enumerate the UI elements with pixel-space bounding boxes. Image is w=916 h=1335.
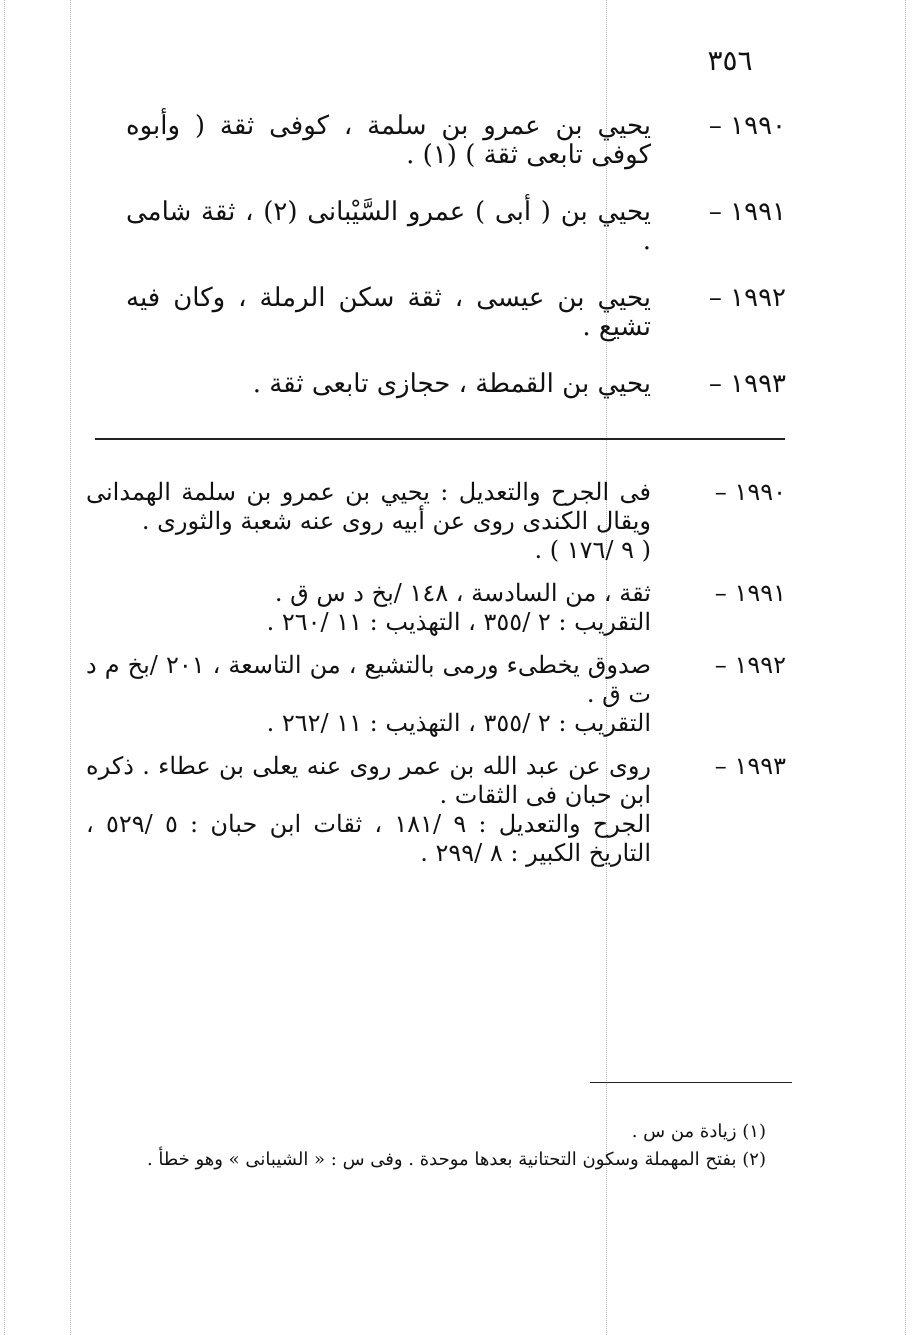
note-line: روى عن عبد الله بن عمر روى عنه يعلى بن عطاء . ذكره ابن حبان فى الثقات .	[86, 752, 651, 809]
page-number: ٣٥٦	[707, 44, 753, 77]
entry-text: يحيي بن عيسى ، ثقة سكن الرملة ، وكان فيه تشيع .	[126, 283, 651, 342]
entry-text: يحيي بن عمرو بن سلمة ، كوفى ثقة ( وأبوه كوفى تابعى ثقة ) (١) .	[126, 111, 651, 170]
note-line: ثقة ، من السادسة ، ١٤٨ /بخ د س ق .	[274, 579, 651, 607]
entry-text: يحيي بن القمطة ، حجازى تابعى ثقة .	[252, 369, 651, 399]
note-1991	[86, 579, 786, 637]
note-number: ١٩٩٢ –	[714, 651, 786, 679]
note-line: التقريب : ٢ /٣٥٥ ، التهذيب : ١١ /٢٦٢ .	[266, 709, 651, 737]
entry-1991	[126, 198, 786, 256]
footnotes	[86, 1118, 766, 1174]
entry-number: ١٩٩٣ –	[708, 369, 786, 399]
section-divider	[95, 438, 785, 440]
entry-number: ١٩٩١ –	[708, 197, 786, 227]
entry-number: ١٩٩٠ –	[708, 111, 786, 141]
scan-border-right	[905, 0, 906, 1335]
note-1990	[86, 478, 786, 565]
scan-border-left-inner	[70, 0, 71, 1335]
entry-1993	[126, 370, 786, 399]
footnote-2: (٢) بفتح المهملة وسكون التحتانية بعدها موحدة . وفى س : « الشيبانى » وهو خطأ .	[146, 1149, 766, 1170]
note-1993	[86, 752, 786, 868]
note-number: ١٩٩٠ –	[714, 478, 786, 506]
note-number: ١٩٩١ –	[714, 579, 786, 607]
main-text	[126, 112, 786, 427]
note-line: صدوق يخطىء ورمى بالتشيع ، من التاسعة ، ٢٠١ /بخ م د ت ق .	[86, 651, 651, 708]
footnote-divider	[590, 1082, 792, 1083]
note-number: ١٩٩٣ –	[714, 752, 786, 780]
note-line: فى الجرح والتعديل : يحيي بن عمرو بن سلمة الهمدانى ويقال الكندى روى عن أبيه روى عنه شعبة والثورى .	[86, 478, 651, 535]
note-line: التقريب : ٢ /٣٥٥ ، التهذيب : ١١ /٢٦٠ .	[266, 608, 651, 636]
note-line: ( ٩ /١٧٦ ) .	[534, 536, 651, 564]
notes-section	[86, 478, 786, 882]
scan-border-left	[4, 0, 5, 1335]
footnote-1: (١) زيادة من س .	[631, 1121, 766, 1142]
note-line: الجرح والتعديل : ٩ /١٨١ ، ثقات ابن حبان : ٥ /٥٢٩ ، التاريخ الكبير : ٨ /٢٩٩ .	[86, 810, 652, 867]
entry-1990	[126, 112, 786, 170]
entry-text: يحيي بن ( أبى ) عمرو السَّيْبانى (٢) ، ثقة شامى .	[126, 197, 651, 256]
entry-1992	[126, 284, 786, 342]
note-1992	[86, 651, 786, 738]
entry-number: ١٩٩٢ –	[708, 283, 786, 313]
